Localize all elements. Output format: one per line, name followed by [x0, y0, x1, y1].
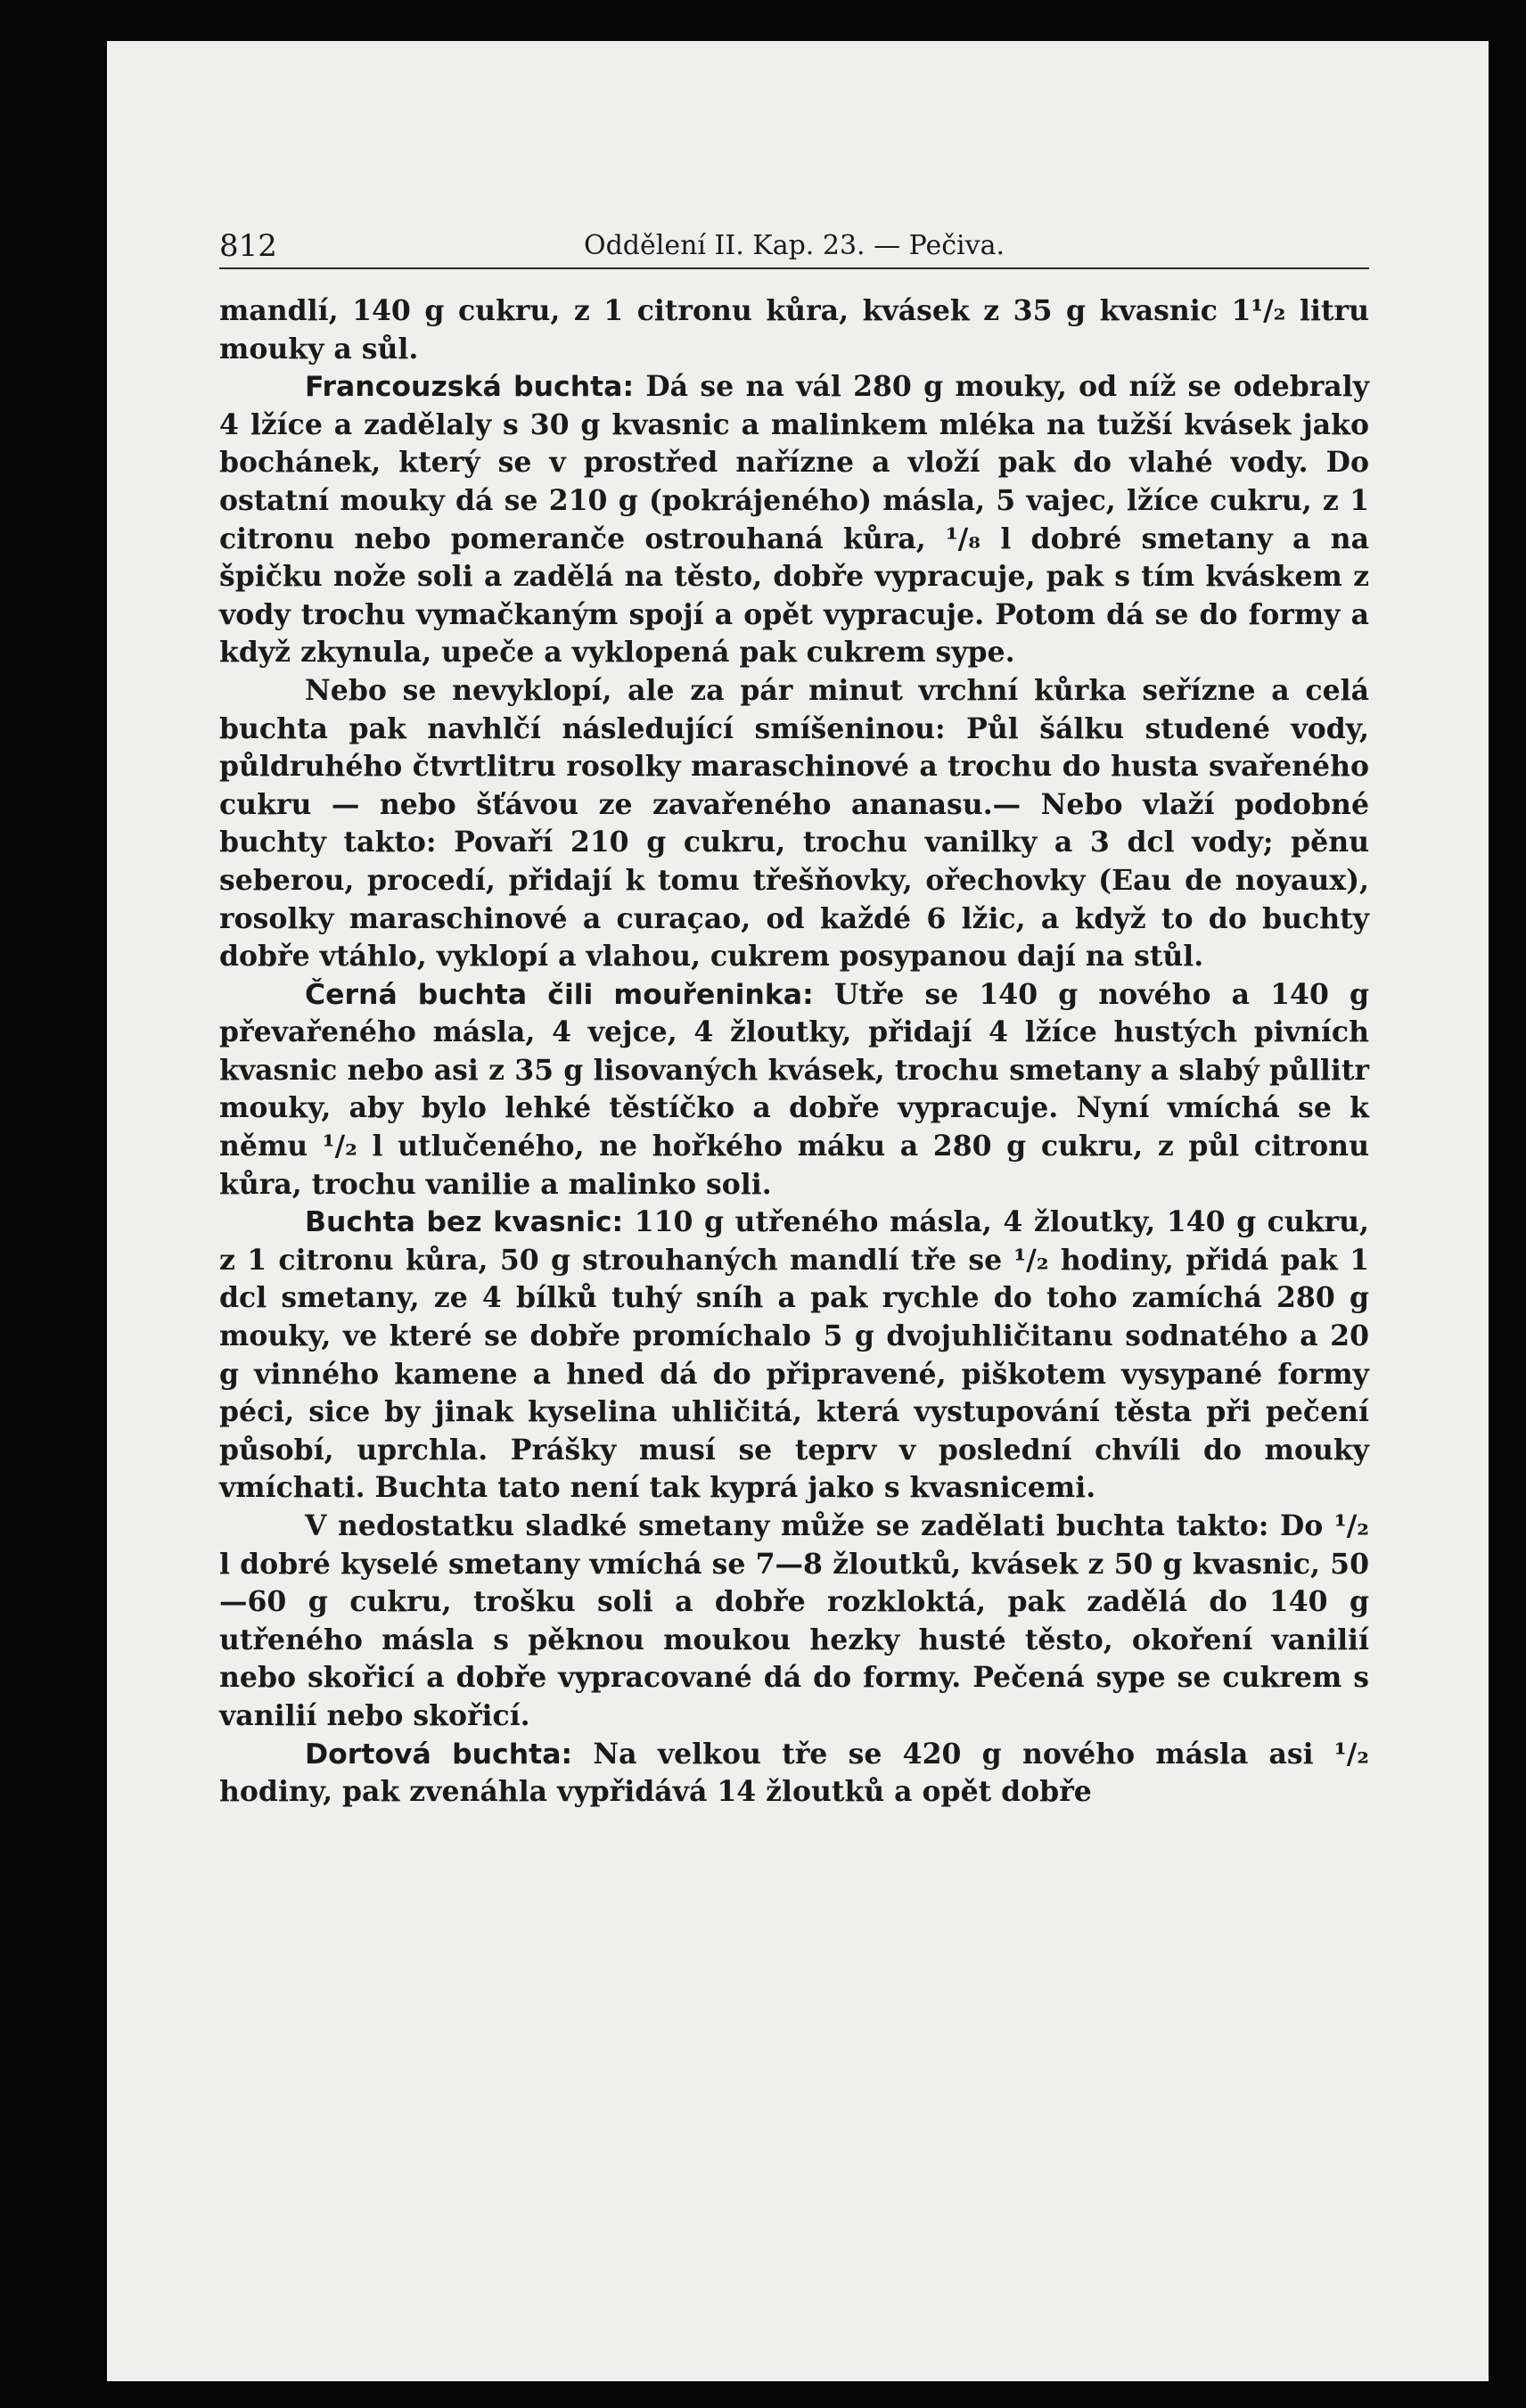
page-content: [219, 225, 1369, 1812]
paragraph-continuation: mandlí, 140 g cukru, z 1 citronu kůra, kvásek z 35 g kvasnic 1¹/₂ litru mouky a sůl.: [219, 294, 1369, 366]
body-text: [219, 292, 1369, 1812]
paragraph-cerna-buchta: [219, 976, 1369, 1204]
paragraph-v-nedostatku: V nedostatku sladké smetany může se zadělati buchta takto: Do ¹/₂ l dobré kyselé smetany vmíchá se 7—8 žloutků, kvásek z 50 g kvasnic, 50—60 g cukru, trošku soli a dobře rozkloktá, pak zadělá do 140 g utřeného másla s pěknou moukou hezky husté těsto, okoření vanilií nebo skořicí a dobře vypracované dá do formy. Pečená sype se cukrem s vanilií nebo skořicí.: [219, 1509, 1369, 1732]
book-page: [107, 41, 1489, 2381]
recipe-text-buchta-bez-kvasnic: 110 g utřeného másla, 4 žloutky, 140 g cukru, z 1 citronu kůra, 50 g strouhaných mandlí tře se ¹/₂ hodiny, přidá pak 1 dcl smetany, ze 4 bílků tuhý sníh a pak rychle do toho zamíchá 280 g mouky, ve které se dobře promíchalo 5 g dvojuhličitanu sodnatého a 20 g vinného kamene a hned dá do připravené, piškotem vysypané formy péci, sice by jinak kyselina uhličitá, která vystupování těsta při pečení působí, uprchla. Prášky musí se teprv v poslední chvíli do mouky vmíchati. Buchta tato není tak kyprá jako s kvasnicemi.: [219, 1205, 1370, 1505]
recipe-title-buchta-bez-kvasnic: Buchta bez kvasnic:: [305, 1206, 624, 1239]
recipe-text-cerna-buchta: Utře se 140 g nového a 140 g převařeného másla, 4 vejce, 4 žloutky, přidají 4 lžíce hustých pivních kvasnic nebo asi z 35 g lisovaných kvásek, trochu smetany a slabý půllitr mouky, aby bylo lehké těstíčko a dobře vypracuje. Nyní vmíchá se k němu ¹/₂ l utlučeného, ne hořkého máku a 280 g cukru, z půl citronu kůra, trochu vanilie a malinko soli.: [219, 977, 1369, 1201]
recipe-text-francouzska-buchta: Dá se na vál 280 g mouky, od níž se odebraly 4 lžíce a zadělaly s 30 g kvasnic a malinkem mléka na tužší kvásek jako bochánek, který se v prostřed nařízne a vloží pak do vlahé vody. Do ostatní mouky dá se 210 g (pokrájeného) másla, 5 vajec, lžíce cukru, z 1 citronu nebo pomeranče ostrouhaná kůra, ¹/₈ l dobré smetany a na špičku nože soli a zadělá na těsto, dobře vypracuje, pak s tím kváskem z vody trochu vymačkaným spojí a opět vypracuje. Potom dá se do formy a když zkynula, upeče a vyklopená pak cukrem sype.: [219, 370, 1369, 670]
recipe-title-francouzska-buchta: Francouzská buchta:: [305, 371, 635, 404]
page-number: 812: [219, 228, 277, 264]
recipe-text-dortova-buchta: Na velkou tře se 420 g nového másla asi ¹/₂ hodiny, pak zvenáhla vypřidává 14 žloutků a opět dobře: [219, 1737, 1370, 1809]
paragraph-nebo-se-nevyklopi: Nebo se nevyklopí, ale za pár minut vrchní kůrka seřízne a celá buchta pak navhlčí následující smíšeninou: Půl šálku studené vody, půldruhého čtvrtlitru rosolky maraschinové a trochu do husta svařeného cukru — nebo šťávou ze zavařeného ananasu.— Nebo vlaží podobné buchty takto: Povaří 210 g cukru, trochu vanilky a 3 dcl vody; pěnu seberou, procedí, přidají k tomu třešňovky, ořechovky (Eau de noyaux), rosolky maraschinové a curaçao, od každé 6 lžic, a když to do buchty dobře vtáhlo, vyklopí a vlahou, cukrem posypanou dají na stůl.: [219, 673, 1369, 974]
running-head: [219, 225, 1369, 269]
header-title: Oddělení II. Kap. 23. — Pečiva.: [583, 230, 1005, 261]
paragraph-buchta-bez-kvasnic: [219, 1204, 1369, 1508]
paragraph-dortova-buchta: [219, 1736, 1369, 1812]
recipe-title-cerna-buchta: Černá buchta čili mouřeninka:: [305, 978, 814, 1011]
recipe-title-dortova-buchta: Dortová buchta:: [305, 1738, 573, 1771]
paragraph-francouzska-buchta: [219, 368, 1369, 672]
